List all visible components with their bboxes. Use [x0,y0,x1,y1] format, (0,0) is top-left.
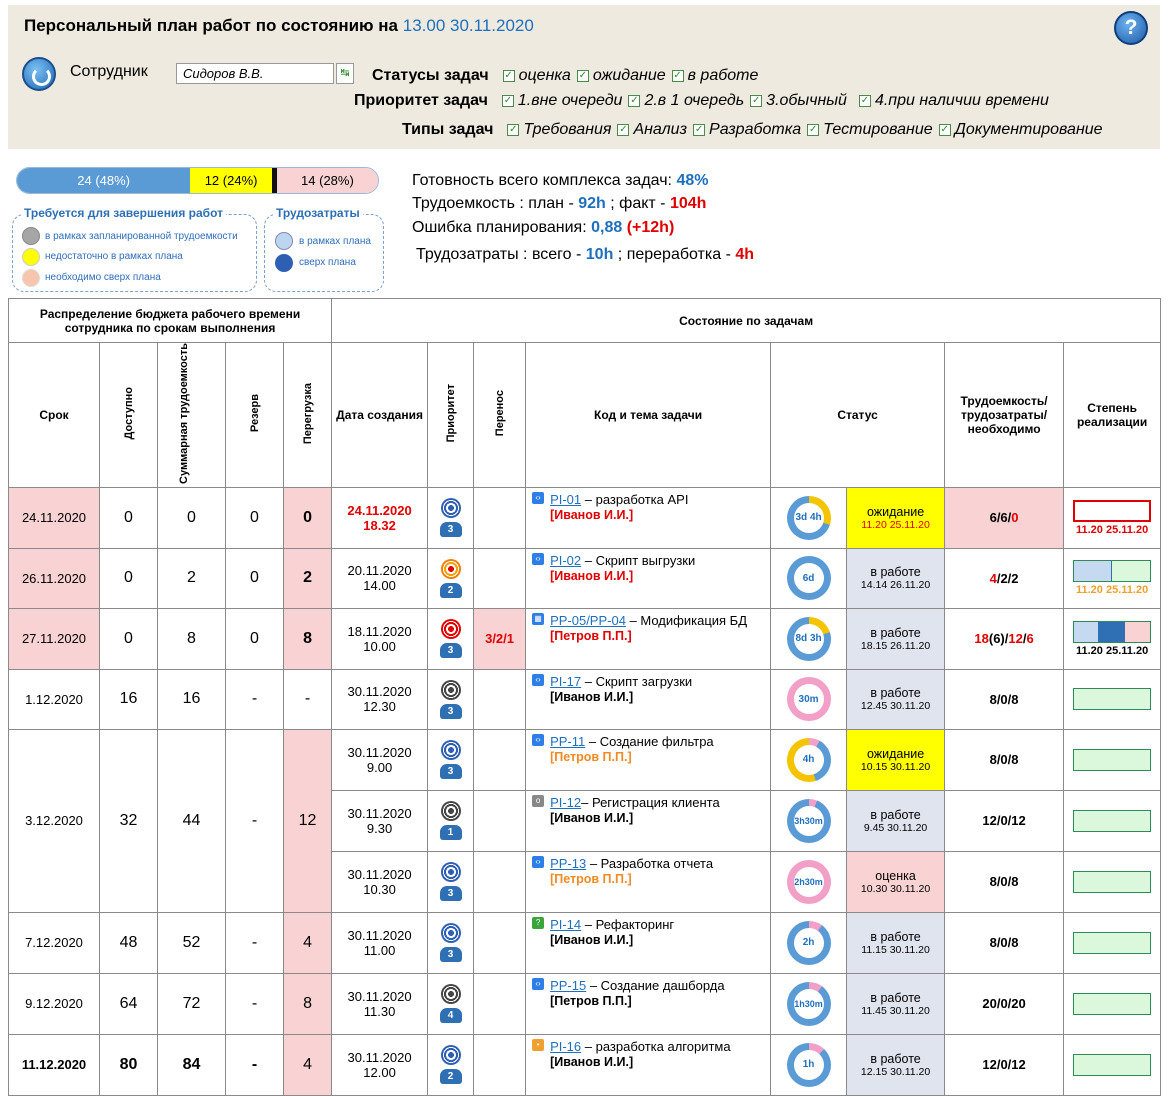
question-icon[interactable]: ? [1114,11,1148,45]
cell-available: 0 [100,487,158,548]
legend-dot [22,269,40,287]
legend-title: Требуется для завершения работ [21,206,226,220]
degree-bar [1073,500,1151,522]
cell-donut [771,851,847,912]
col-sum-effort[interactable]: Суммарная трудоемкость [158,343,226,488]
task-assignee: [Иванов И.И.] [550,1054,634,1069]
table-row[interactable] [9,669,1161,729]
degree-fill [1125,622,1150,642]
cell-status: в работе 12.15 30.11.20 [847,1034,945,1095]
cell-task [526,851,771,912]
cell-task [526,729,771,790]
cell-reserve: - [226,912,284,973]
cell-overload: 4 [284,912,332,973]
cell-created: 30.11.2020 9.30 [332,790,428,851]
filter-status-label: в работе [687,67,759,84]
task-assignee: [Иванов И.И.] [550,568,634,583]
progress-bar [16,167,379,194]
task-assignee: [Петров П.П.] [550,749,632,764]
cell-priority [428,912,474,973]
priority-badge: 3 [440,704,462,719]
code-icon: ‹› [532,856,544,868]
checkbox[interactable]: ✓ [751,94,761,106]
cell-donut [771,973,847,1034]
col-created[interactable]: Дата создания [332,343,428,488]
cell-degree [1064,729,1161,790]
cell-effort: 18(6)/12/6 [945,608,1064,669]
cell-term: 24.11.2020 [9,487,100,548]
checkbox[interactable]: ✓ [630,94,639,106]
col-priority[interactable]: Приоритет [428,343,474,488]
task-topic: – Регистрация клиента [581,794,720,810]
cell-priority [428,1034,474,1095]
cell-reserve: - [226,1034,284,1095]
cell-created: 30.11.2020 10.30 [332,851,428,912]
checkbox[interactable]: ✓ [673,69,682,81]
checkbox[interactable]: ✓ [504,69,513,81]
progress-donut: 8d 3h [787,617,831,661]
cell-effort: 8/0/8 [945,912,1064,973]
cell-priority [428,608,474,669]
target-icon [441,619,461,639]
cell-effort: 8/0/8 [945,669,1064,729]
cell-transfer [474,729,526,790]
filter-type-label: Анализ [633,121,688,138]
task-topic: – Скрипт выгрузки [581,552,696,568]
cell-donut [771,729,847,790]
cell-donut [771,669,847,729]
code-icon: ‹› [532,734,544,746]
code-icon: ‹› [532,674,544,686]
priority-badge: 3 [440,522,462,537]
filter-type-label: Требования [523,121,612,138]
cell-sum: 44 [158,729,226,912]
cell-term: 9.12.2020 [9,973,100,1034]
degree-bar [1073,560,1151,582]
degree-bar [1073,932,1151,954]
task-link[interactable]: PP-15 [550,977,587,993]
checkbox[interactable]: ✓ [619,123,628,135]
table-row[interactable] [9,912,1161,973]
checkbox[interactable]: ✓ [940,123,949,135]
table-row[interactable] [9,487,1161,548]
task-link[interactable]: PP-11 [550,733,586,749]
cell-status: оценка 10.30 30.11.20 [847,851,945,912]
col-reserve[interactable]: Резерв [226,343,284,488]
cell-term: 11.12.2020 [9,1034,100,1095]
legend-item: сверх плана [299,257,356,268]
filter-status-label: ожидание [592,67,666,84]
target-icon [441,1045,461,1065]
cell-priority [428,729,474,790]
checkbox[interactable]: ✓ [578,69,588,81]
legend-dot [22,227,40,245]
priority-badge: 3 [440,643,462,658]
cell-status: в работе 12.45 30.11.20 [847,669,945,729]
col-term[interactable]: Срок [9,343,100,488]
types-label: Типы задач [402,121,494,138]
col-effort[interactable]: Трудоемкость/ трудозатраты/ необходимо [945,343,1064,488]
cell-created: 30.11.2020 12.00 [332,1034,428,1095]
cell-sum: 16 [158,669,226,729]
cell-task [526,669,771,729]
cell-term: 3.12.2020 [9,729,100,912]
cell-reserve: 0 [226,548,284,608]
target-icon [441,559,461,579]
cell-reserve: 0 [226,608,284,669]
task-assignee: [Петров П.П.] [550,628,632,643]
cell-available: 16 [100,669,158,729]
cell-donut [771,1034,847,1095]
degree-dates: 11.20 25.11.20 [1076,584,1149,597]
task-link[interactable]: PI-17 [550,673,582,689]
code-icon: ‹› [532,492,544,504]
cell-priority [428,487,474,548]
col-overload[interactable]: Перегрузка [284,343,332,488]
cell-task [526,912,771,973]
degree-bar [1073,749,1151,771]
cell-overload: 12 [284,729,332,912]
cell-transfer [474,487,526,548]
cell-reserve: 0 [226,487,284,548]
task-assignee: [Иванов И.И.] [550,689,634,704]
cell-transfer [474,973,526,1034]
task-assignee: [Петров П.П.] [550,871,632,886]
gear-icon: o [532,795,544,807]
cell-available: 0 [100,608,158,669]
degree-bar [1073,993,1151,1015]
cell-priority [428,790,474,851]
db-icon: ▦ [532,613,544,625]
status-filter-row [372,67,758,85]
cell-effort: 12/0/12 [945,790,1064,851]
col-transfer[interactable]: Перенос [474,343,526,488]
legend-item: в рамках запланированной трудоемкости [45,231,238,242]
cell-available: 64 [100,973,158,1034]
cell-created: 18.11.2020 10.00 [332,608,428,669]
cell-status: в работе 11.45 30.11.20 [847,973,945,1034]
degree-bar [1073,1054,1151,1076]
cell-sum: 84 [158,1034,226,1095]
col-task[interactable]: Код и тема задачи [526,343,771,488]
cell-term: 27.11.2020 [9,608,100,669]
stat-error: Ошибка планирования: 0,88 (+12h) [412,219,675,236]
progress-donut: 3d 4h [787,496,831,540]
progress-donut: 4h [787,738,831,782]
cell-degree [1064,912,1161,973]
lightbulb-icon: • [532,1039,544,1051]
degree-bar [1073,688,1151,710]
cell-transfer [474,851,526,912]
question-icon: ? [532,917,544,929]
task-link[interactable]: PI-16 [550,1038,582,1054]
cell-donut [771,487,847,548]
col-available[interactable]: Доступно [100,343,158,488]
cell-donut [771,790,847,851]
cell-reserve: - [226,669,284,729]
cell-priority [428,548,474,608]
cell-transfer [474,912,526,973]
priority-badge: 1 [440,825,462,840]
task-link[interactable]: PI-12 [550,794,582,810]
group-header-state: Состояние по задачам [332,299,1161,343]
cell-created: 30.11.2020 12.30 [332,669,428,729]
task-topic: – разработка алгоритма [581,1038,731,1054]
priority-badge: 2 [440,1069,462,1084]
cell-available: 48 [100,912,158,973]
degree-bar [1073,871,1151,893]
cell-term: 26.11.2020 [9,548,100,608]
stat-effort: Трудоемкость : план - 92h ; факт - 104h [412,195,707,212]
code-icon: ‹› [532,978,544,990]
degree-bar [1073,621,1151,643]
legend-item: в рамках плана [299,236,371,247]
filter-priority-label: 1.вне очереди [517,92,623,109]
filter-priority-label: 2.в 1 очередь [644,92,745,109]
task-topic: – Создание дашборда [586,977,725,993]
target-icon [441,680,461,700]
cell-task [526,608,771,669]
degree-fill [1099,622,1125,642]
checkbox[interactable]: ✓ [503,94,513,106]
cell-degree [1064,669,1161,729]
filter-priority-label: 3.обычный [766,92,847,109]
tasks-table [8,298,1161,1096]
degree-dates: 11.20 25.11.20 [1076,644,1149,657]
cell-overload: 2 [284,548,332,608]
task-link[interactable]: PI-14 [550,916,582,932]
cell-degree [1064,608,1161,669]
cell-sum: 72 [158,973,226,1034]
employee-label: Сотрудник [70,63,148,80]
target-icon [441,801,461,821]
cell-transfer [474,669,526,729]
checkbox[interactable]: ✓ [694,123,704,135]
priority-badge: 3 [440,886,462,901]
cell-status: ожидание 11.20 25.11.20 [847,487,945,548]
cell-effort: 20/0/20 [945,973,1064,1034]
legend-required [12,206,257,292]
cell-priority [428,973,474,1034]
cell-overload: - [284,669,332,729]
cell-created: 24.11.2020 18.32 [332,487,428,548]
cell-transfer [474,790,526,851]
task-topic: – Разработка отчета [586,855,714,871]
priority-badge: 2 [440,583,462,598]
legend-item: необходимо сверх плана [45,272,161,283]
filter-type-label: Документирование [954,121,1103,138]
progress-donut: 2h30m [787,860,831,904]
checkbox[interactable]: ✓ [808,123,818,135]
cell-sum: 2 [158,548,226,608]
checkbox[interactable]: ✓ [509,123,518,135]
legend-dot [275,232,293,250]
cell-available: 0 [100,548,158,608]
page-title: Персональный план работ по состоянию на 13.00 30.11.2020 [24,16,534,35]
degree-bar [1073,810,1151,832]
cell-degree [1064,790,1161,851]
cell-status: в работе 9.45 30.11.20 [847,790,945,851]
legend-effort [264,206,384,292]
stat-readiness: Готовность всего комплекса задач: 48% [412,172,709,189]
task-link[interactable]: PI-01 [550,491,582,507]
group-header-budget: Распределение бюджета рабочего времени сотрудника по срокам выполнения [9,299,332,343]
cell-sum: 8 [158,608,226,669]
cell-status: ожидание 10.15 30.11.20 [847,729,945,790]
task-assignee: [Петров П.П.] [550,993,632,1008]
task-assignee: [Иванов И.И.] [550,810,634,825]
cell-term: 1.12.2020 [9,669,100,729]
cell-created: 20.11.2020 14.00 [332,548,428,608]
cell-sum: 52 [158,912,226,973]
table-row[interactable] [9,973,1161,1034]
checkbox[interactable]: ✓ [860,94,870,106]
table-row[interactable] [9,729,1161,790]
filter-type-label: Разработка [709,121,802,138]
target-icon [441,498,461,518]
employee-field[interactable]: Сидоров В.В. [176,63,334,84]
cell-priority [428,669,474,729]
cell-priority [428,851,474,912]
code-icon: ‹› [532,553,544,565]
degree-fill [1074,561,1112,581]
col-status[interactable]: Статус [771,343,945,488]
filter-type-label: Тестирование [823,121,933,138]
cell-sum: 0 [158,487,226,548]
progress-donut: 6d [787,556,831,600]
cell-transfer [474,548,526,608]
progress-donut: 1h30m [787,982,831,1026]
priority-label: Приоритет задач [354,92,488,109]
cell-task [526,487,771,548]
filter-priority-label: 4.при наличии времени [874,92,1049,109]
table-row[interactable] [9,1034,1161,1095]
task-topic: – Создание фильтра [585,733,714,749]
header-panel [8,5,1160,149]
types-filter-row [402,121,1103,139]
task-assignee: [Иванов И.И.] [550,932,634,947]
cell-term: 7.12.2020 [9,912,100,973]
cell-degree [1064,1034,1161,1095]
priority-badge: 3 [440,947,462,962]
legend-dot [275,254,293,272]
cell-effort: 6/6/0 [945,487,1064,548]
refresh-icon[interactable] [22,57,56,91]
cell-status: в работе 14.14 26.11.20 [847,548,945,608]
cell-effort: 4/2/2 [945,548,1064,608]
task-topic: – Скрипт загрузки [581,673,693,689]
task-topic: – разработка API [581,491,689,507]
cell-created: 30.11.2020 11.30 [332,973,428,1034]
legend-item: недостаточно в рамках плана [45,251,183,262]
cell-status: в работе 18.15 26.11.20 [847,608,945,669]
cell-created: 30.11.2020 11.00 [332,912,428,973]
progress-donut: 1h [787,1043,831,1087]
filter-status-label: оценка [518,67,571,84]
cell-effort: 12/0/12 [945,1034,1064,1095]
progress-segment-done: 24 (48%) [17,168,190,193]
priority-filter-row [354,92,1049,110]
target-icon [441,984,461,1004]
stat-cost: Трудозатраты : всего - 10h ; переработка - 4h [416,246,755,263]
task-link[interactable]: PI-02 [550,552,582,568]
task-topic: – Рефакторинг [581,916,675,932]
col-degree[interactable]: Степень реализации [1064,343,1161,488]
task-topic: – Модификация БД [625,612,748,628]
cell-available: 32 [100,729,158,912]
cell-task [526,790,771,851]
target-icon [441,740,461,760]
cell-reserve: - [226,729,284,912]
cell-transfer: 3/2/1 [474,608,526,669]
cell-overload: 8 [284,973,332,1034]
progress-donut: 3h30m [787,799,831,843]
priority-badge: 3 [440,764,462,779]
cell-available: 80 [100,1034,158,1095]
cell-status: в работе 11.15 30.11.20 [847,912,945,973]
table-row[interactable] [9,548,1161,608]
legend-dot [22,248,40,266]
cell-overload: 8 [284,608,332,669]
cell-degree [1064,487,1161,548]
cell-donut [771,912,847,973]
progress-segment-insufficient: 12 (24%) [190,168,277,193]
cell-task [526,548,771,608]
progress-segment-over: 14 (28%) [277,168,378,193]
cell-overload: 0 [284,487,332,548]
priority-badge: 4 [440,1008,462,1023]
task-link[interactable]: PP-05/PP-04 [550,612,626,628]
target-icon [441,862,461,882]
cell-effort: 8/0/8 [945,729,1064,790]
cell-task [526,973,771,1034]
cell-degree [1064,851,1161,912]
cell-overload: 4 [284,1034,332,1095]
cell-effort: 8/0/8 [945,851,1064,912]
cell-transfer [474,1034,526,1095]
cell-reserve: - [226,973,284,1034]
cell-donut [771,548,847,608]
cell-task [526,1034,771,1095]
target-icon [441,923,461,943]
cell-created: 30.11.2020 9.00 [332,729,428,790]
report-datetime: 13.00 30.11.2020 [402,16,534,35]
cell-degree [1064,973,1161,1034]
progress-donut: 30m [787,677,831,721]
cell-donut [771,608,847,669]
degree-fill [1074,622,1099,642]
table-row[interactable] [9,608,1161,669]
cell-degree [1064,548,1161,608]
degree-dates: 11.20 25.11.20 [1076,523,1149,536]
task-link[interactable]: PP-13 [550,855,587,871]
employee-select-button[interactable]: ↹ [336,63,354,84]
legend-title: Трудозатраты [273,206,363,220]
progress-donut: 2h [787,921,831,965]
statuses-label: Статусы задач [372,67,489,84]
task-assignee: [Иванов И.И.] [550,507,634,522]
